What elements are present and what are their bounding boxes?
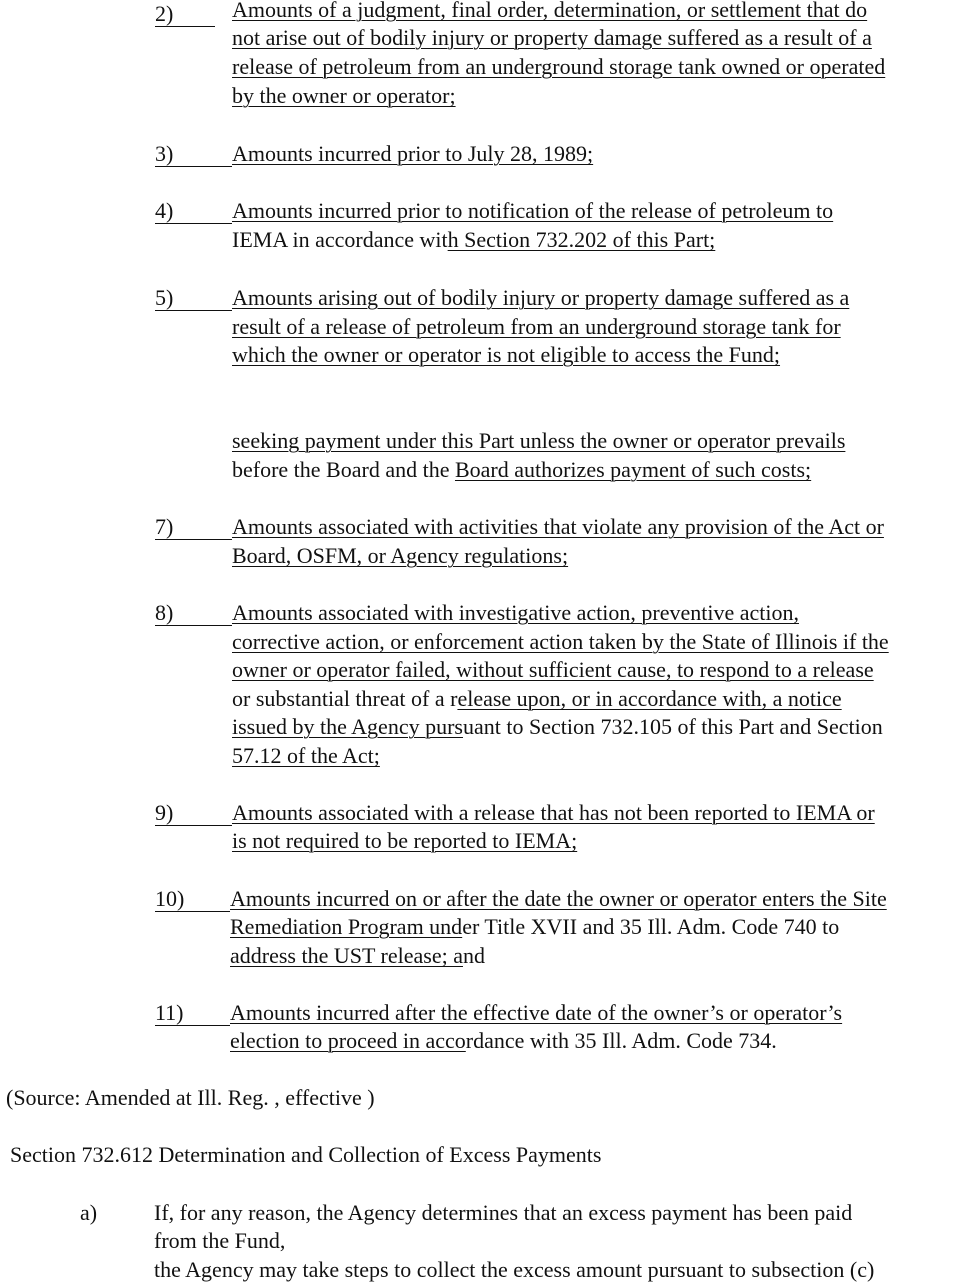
underlined-text-segment: Amounts arising out of bodily injury or property damage suffered as a <box>232 285 850 310</box>
underlined-text-segment: by the owner or operator; <box>232 83 456 108</box>
item-text-line <box>230 885 887 913</box>
item-text-line <box>232 53 885 81</box>
source-note: (Source: Amended at Ill. Reg. , effective ) <box>6 1085 375 1110</box>
item-text-line <box>232 713 883 741</box>
item-text-line <box>232 24 872 52</box>
underlined-text-segment: h Section 732.202 of this Part; <box>447 227 716 252</box>
item-text-line <box>232 628 889 656</box>
item-text-line <box>232 599 799 627</box>
underlined-text-segment: Amounts incurred after the effective date of the owner’s or operator’s <box>230 1000 843 1025</box>
underlined-text-segment: issued by the Agency purs <box>232 714 463 739</box>
item-text-line <box>232 742 380 770</box>
text-segment: er Title XVII and 35 Ill. Adm. Code 740 to <box>462 914 840 939</box>
underlined-text-segment: seeking payment under this Part unless the owner or operator prevails <box>232 428 846 453</box>
item-text-line <box>232 140 593 168</box>
text-segment: rdance with 35 Ill. Adm. Code 734. <box>465 1028 777 1053</box>
item-text-line <box>232 427 845 455</box>
underlined-text-segment: Amounts incurred prior to notification of the release of petroleum to <box>232 198 834 223</box>
section-heading: Section 732.612 Determination and Collection of Excess Payments <box>10 1142 602 1167</box>
subsection-label: a) <box>80 1200 98 1225</box>
item-text-line <box>232 656 874 684</box>
underlined-text-segment: election to proceed in acco <box>230 1028 466 1053</box>
item-number: 5) <box>155 284 232 312</box>
item-text-line <box>232 197 833 225</box>
subsection-text-line: If, for any reason, the Agency determines that an excess payment has been paid <box>154 1200 853 1225</box>
item-text-line <box>230 999 842 1027</box>
item-number: 11) <box>155 999 230 1027</box>
item-text-line <box>232 226 715 254</box>
item-text-line <box>232 82 456 110</box>
subsection-text-line: from the Fund, <box>154 1228 286 1253</box>
item-number: 7) <box>155 513 232 541</box>
item-text-line <box>232 341 780 369</box>
item-number: 2) <box>155 0 215 28</box>
item-text-line <box>230 913 839 941</box>
underlined-text-segment: Amounts incurred on or after the date the owner or operator enters the Site <box>230 886 887 911</box>
underlined-text-segment: Board, OSFM, or Agency regulations; <box>232 543 569 568</box>
underlined-text-segment: result of a release of petroleum from an underground storage tank for <box>232 314 841 339</box>
item-number: 4) <box>155 197 232 225</box>
underlined-text-segment: Amounts associated with activities that violate any provision of the Act or <box>232 514 884 539</box>
item-number: 3) <box>155 140 232 168</box>
text-segment: nd <box>462 943 485 968</box>
underlined-text-segment: Amounts associated with investigative action, preventive action, <box>232 600 799 625</box>
underlined-text-segment: not arise out of bodily injury or property damage suffered as a result of a <box>232 25 872 50</box>
underlined-text-segment: Remediation Program und <box>230 914 463 939</box>
subsection-text-line: the Agency may take steps to collect the excess amount pursuant to subsection (c) <box>154 1257 875 1282</box>
item-text-line <box>232 685 842 713</box>
text-segment: or substantial threat of a r <box>232 686 458 711</box>
item-text-line <box>232 827 577 855</box>
underlined-text-segment: Amounts associated with a release that has not been reported to IEMA or <box>232 800 875 825</box>
underlined-text-segment: release of petroleum from an underground storage tank owned or operated <box>232 54 886 79</box>
underlined-text-segment: corrective action, or enforcement action taken by the State of Illinois if the <box>232 629 889 654</box>
item-text-line <box>232 0 867 24</box>
underlined-text-segment: Amounts incurred prior to July 28, 1989; <box>232 141 594 166</box>
item-text-line <box>230 942 485 970</box>
item-number: 10) <box>155 885 230 913</box>
item-number: 9) <box>155 799 232 827</box>
text-segment: IEMA in accordance wit <box>232 227 448 252</box>
underlined-text-segment: 57.12 of the Act; <box>232 743 380 768</box>
underlined-text-segment: owner or operator failed, without sufficient cause, to respond to a release <box>232 657 874 682</box>
item-text-line <box>230 1027 777 1055</box>
item-text-line <box>232 284 849 312</box>
underlined-text-segment: Amounts of a judgment, final order, determination, or settlement that do <box>232 0 868 22</box>
item-text-line <box>232 513 884 541</box>
item-text-line <box>232 799 875 827</box>
underlined-text-segment: Board authorizes payment of such costs; <box>454 457 812 482</box>
underlined-text-segment: elease upon, or in accordance with, a notice <box>457 686 842 711</box>
item-text-line <box>232 456 811 484</box>
item-text-line <box>232 542 568 570</box>
text-segment: before the Board and the <box>232 457 455 482</box>
item-number: 8) <box>155 599 232 627</box>
underlined-text-segment: which the owner or operator is not eligible to access the Fund; <box>232 342 781 367</box>
underlined-text-segment: is not required to be reported to IEMA; <box>232 828 578 853</box>
text-segment: uant to Section 732.105 of this Part and Section <box>462 714 883 739</box>
item-text-line <box>232 313 841 341</box>
underlined-text-segment: address the UST release; a <box>230 943 463 968</box>
